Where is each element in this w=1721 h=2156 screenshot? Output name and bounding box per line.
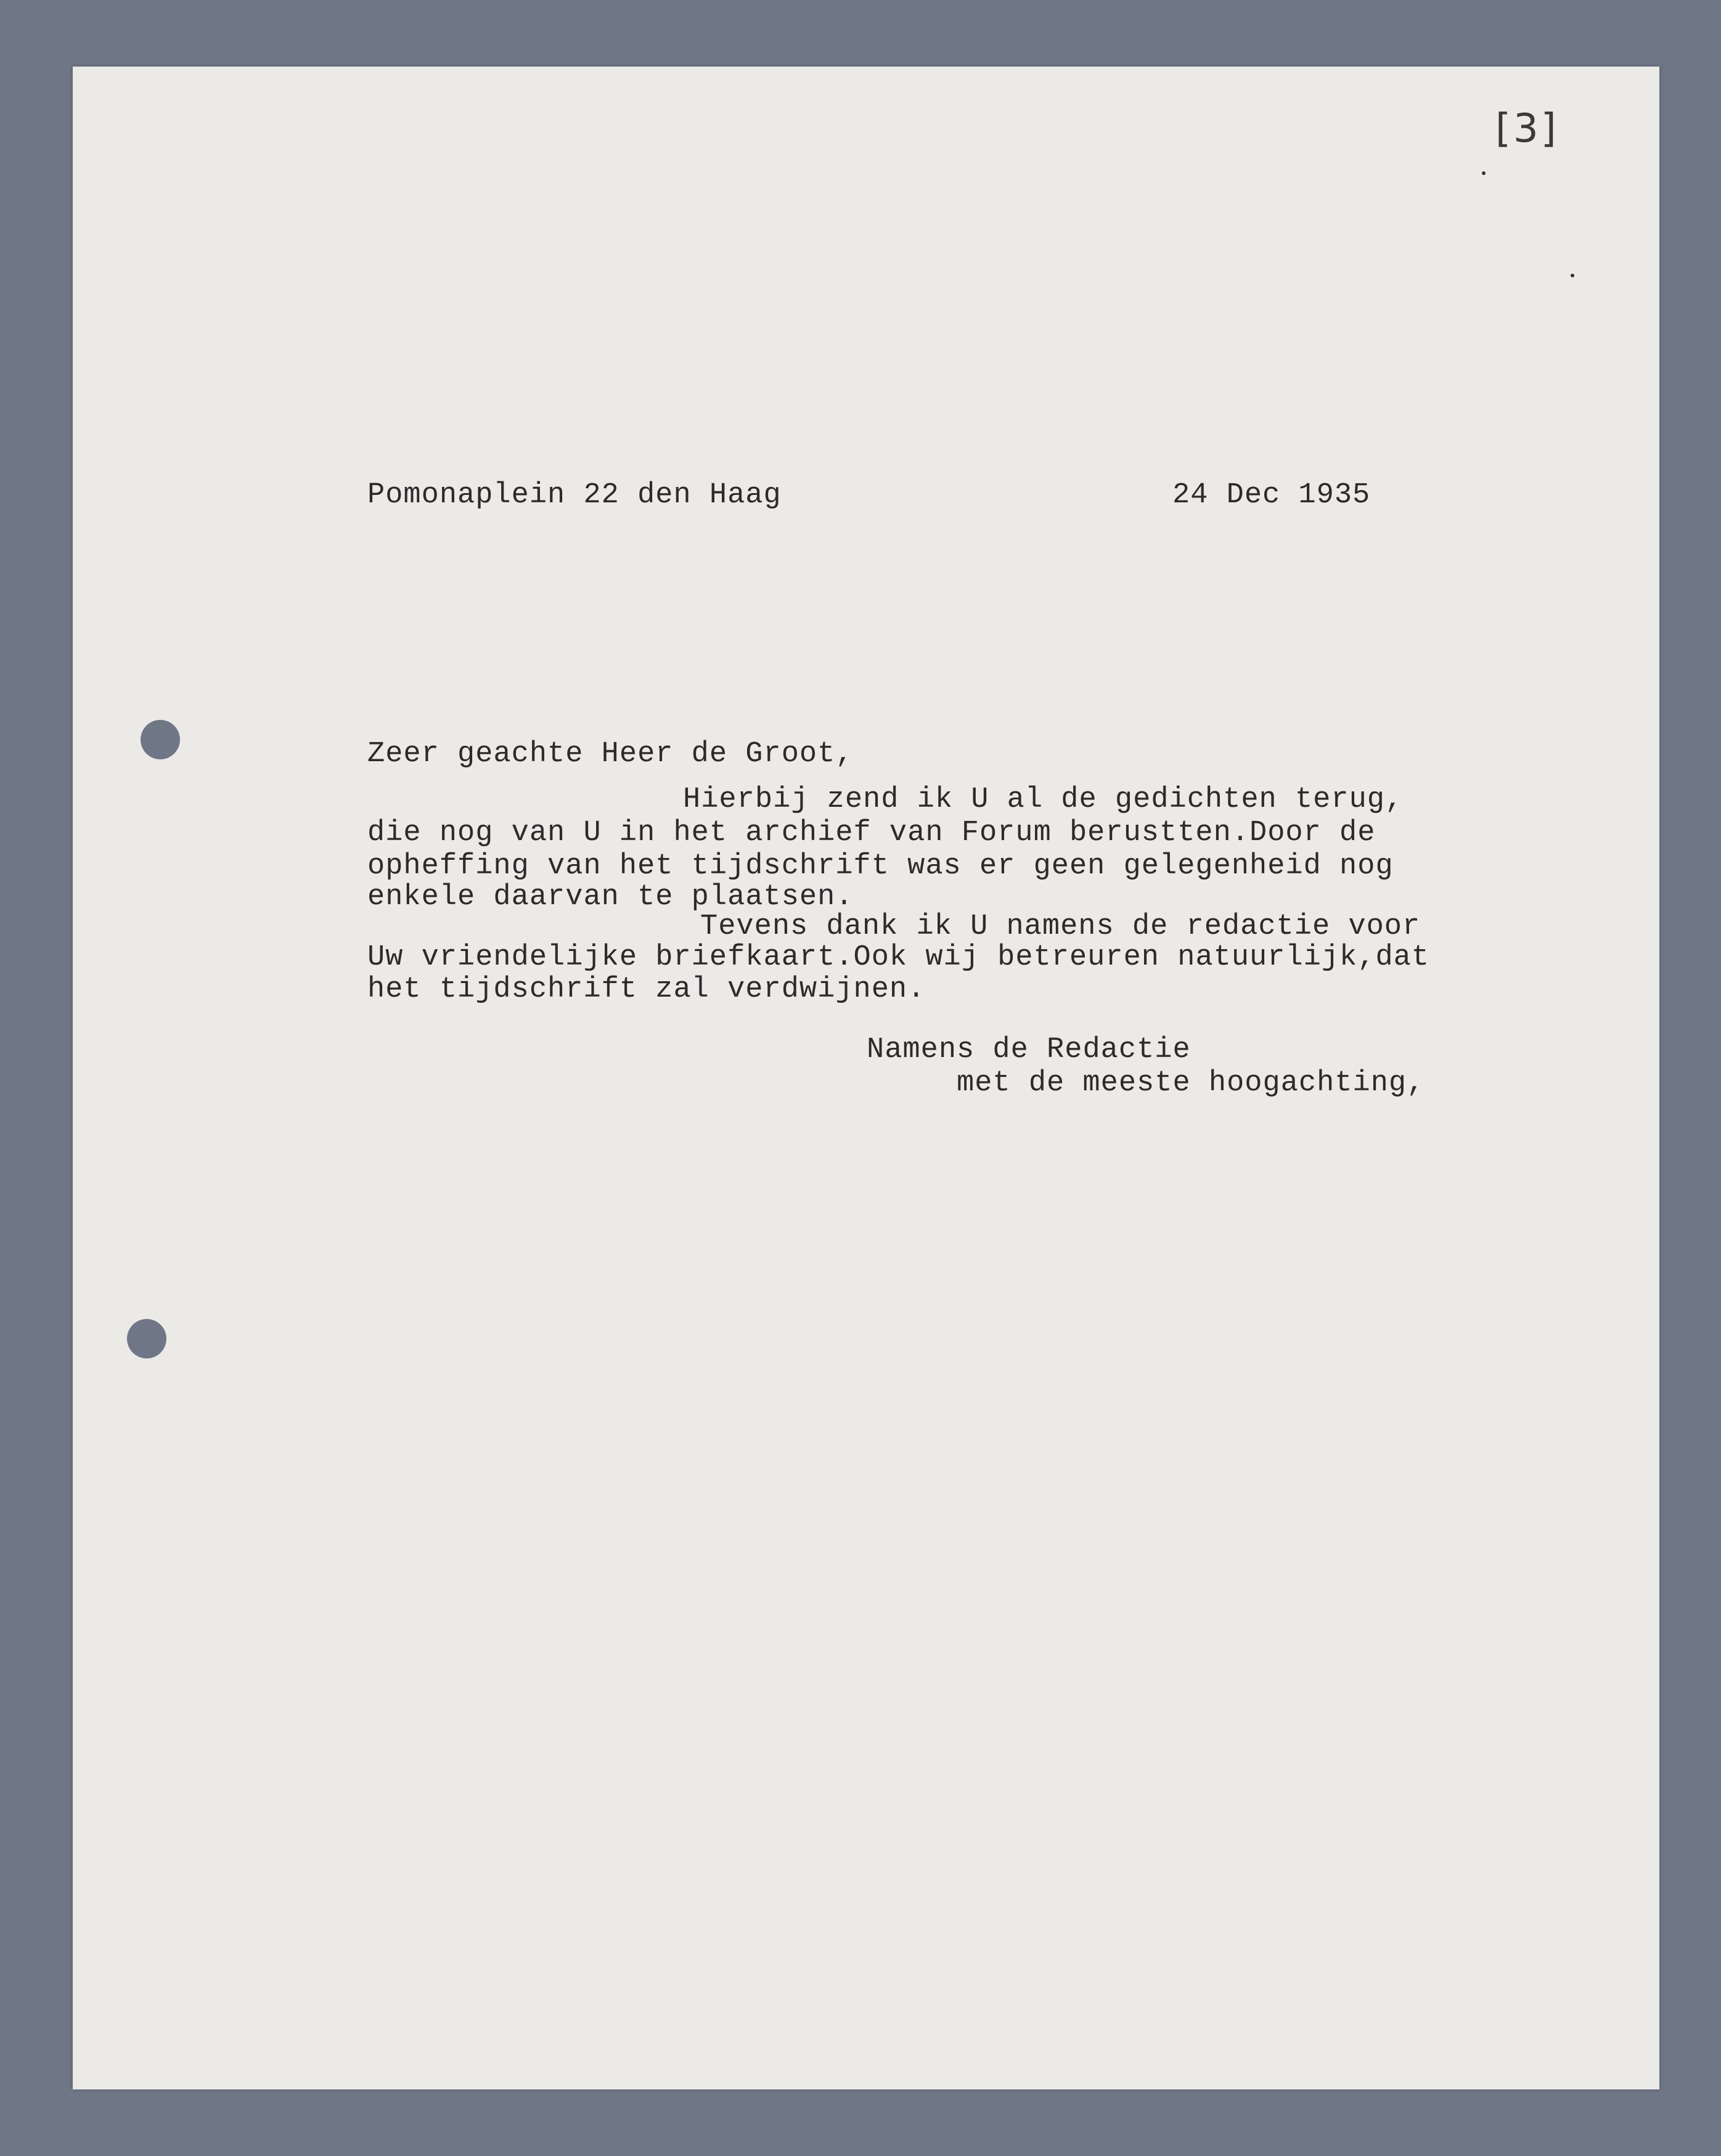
- punch-hole-bottom: [127, 1319, 166, 1358]
- body-line: het tijdschrift zal verdwijnen.: [367, 973, 926, 1006]
- closing-line-1: Namens de Redactie: [867, 1034, 1191, 1066]
- ink-speck: [1482, 171, 1486, 175]
- punch-hole-top: [141, 720, 180, 759]
- ink-speck: [1571, 274, 1574, 277]
- sender-address: Pomonaplein 22 den Haag: [367, 479, 782, 512]
- letter-sheet: [73, 67, 1659, 2089]
- body-line: Tevens dank ik U namens de redactie voor: [700, 910, 1421, 943]
- body-line: enkele daarvan te plaatsen.: [367, 881, 854, 913]
- salutation: Zeer geachte Heer de Groot,: [367, 738, 854, 770]
- closing-line-2: met de meeste hoogachting,: [957, 1067, 1425, 1100]
- body-line: Uw vriendelijke briefkaart.Ook wij betreuren natuurlijk,dat: [367, 941, 1430, 974]
- body-line: Hierbij zend ik U al de gedichten terug,: [683, 783, 1404, 816]
- body-line: opheffing van het tijdschrift was er geen gelegenheid nog: [367, 850, 1394, 883]
- letter-date: 24 Dec 1935: [1172, 479, 1371, 512]
- body-line: die nog van U in het archief van Forum berustten.Door de: [367, 817, 1376, 849]
- archive-number: [3]: [1495, 106, 1559, 152]
